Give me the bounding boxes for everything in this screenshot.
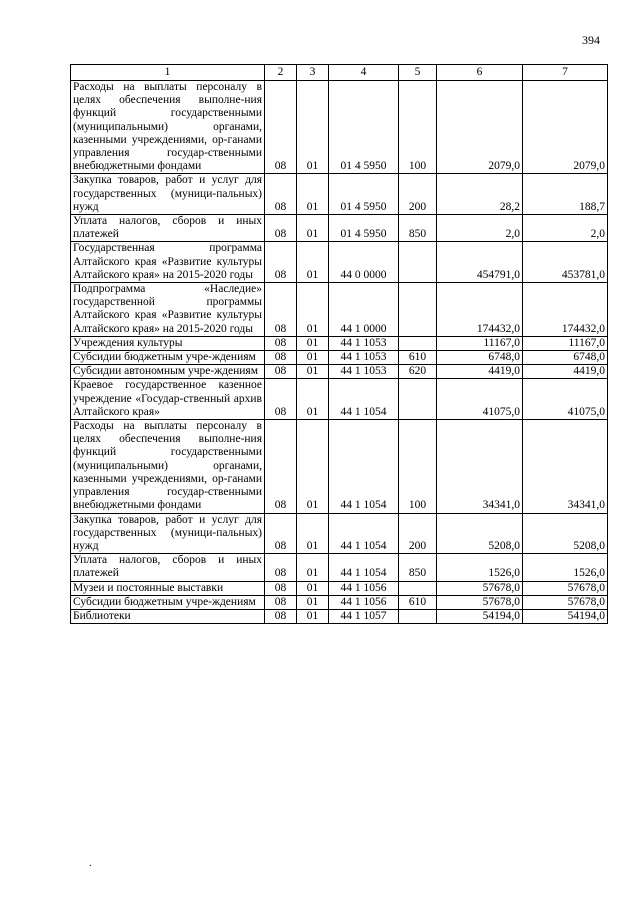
- header-cell-1: 1: [71, 65, 265, 81]
- table-row: [71, 420, 608, 513]
- row-value-col7: 34341,0: [523, 420, 608, 513]
- row-csr: 44 1 1056: [329, 595, 399, 609]
- row-name: Расходы на выплаты персоналу в целях обеспечения выполне-ния функций государственными (муниципальными) органами, казенными учреждениями, ор-ганами управления государ-ственными внебюджетными фондами: [71, 81, 265, 174]
- table-row: [71, 81, 608, 174]
- row-vr: [399, 336, 437, 350]
- row-vr: 100: [399, 81, 437, 174]
- row-rz: 08: [265, 81, 297, 174]
- header-row: [71, 65, 608, 81]
- row-pr: 01: [297, 513, 329, 554]
- row-vr: 850: [399, 554, 437, 581]
- row-name: Закупка товаров, работ и услуг для государственных (муници-пальных) нужд: [71, 513, 265, 554]
- row-csr: 01 4 5950: [329, 174, 399, 215]
- row-value-col7: 188,7: [523, 174, 608, 215]
- row-csr: 01 4 5950: [329, 81, 399, 174]
- header-cell-7: 7: [523, 65, 608, 81]
- row-vr: [399, 283, 437, 337]
- row-rz: 08: [265, 609, 297, 623]
- row-name: Уплата налогов, сборов и иных платежей: [71, 215, 265, 242]
- row-value-col7: 5208,0: [523, 513, 608, 554]
- table-row: [71, 513, 608, 554]
- row-name: Субсидии автономным учре-ждениям: [71, 365, 265, 379]
- row-rz: 08: [265, 336, 297, 350]
- row-value-col6: 6748,0: [437, 351, 523, 365]
- row-pr: 01: [297, 215, 329, 242]
- row-vr: 200: [399, 513, 437, 554]
- row-csr: 01 4 5950: [329, 215, 399, 242]
- row-vr: [399, 609, 437, 623]
- row-pr: 01: [297, 174, 329, 215]
- row-vr: 200: [399, 174, 437, 215]
- row-value-col7: 453781,0: [523, 242, 608, 283]
- row-value-col6: 2,0: [437, 215, 523, 242]
- row-pr: 01: [297, 81, 329, 174]
- row-rz: 08: [265, 554, 297, 581]
- row-name: Музеи и постоянные выставки: [71, 581, 265, 595]
- row-name: Государственная программа Алтайского края «Развитие культуры Алтайского края» на 2015-2020 годы: [71, 242, 265, 283]
- row-value-col7: 54194,0: [523, 609, 608, 623]
- row-value-col7: 57678,0: [523, 581, 608, 595]
- row-csr: 44 1 1054: [329, 554, 399, 581]
- row-name: Закупка товаров, работ и услуг для государственных (муници-пальных) нужд: [71, 174, 265, 215]
- row-vr: 620: [399, 365, 437, 379]
- row-pr: 01: [297, 379, 329, 420]
- row-rz: 08: [265, 513, 297, 554]
- page-number: 394: [582, 33, 600, 47]
- header-cell-3: 3: [297, 65, 329, 81]
- row-value-col6: 54194,0: [437, 609, 523, 623]
- row-pr: 01: [297, 554, 329, 581]
- row-value-col6: 34341,0: [437, 420, 523, 513]
- row-csr: 44 1 1053: [329, 336, 399, 350]
- row-vr: 610: [399, 351, 437, 365]
- row-value-col6: 1526,0: [437, 554, 523, 581]
- row-name: Учреждения культуры: [71, 336, 265, 350]
- row-rz: 08: [265, 215, 297, 242]
- row-value-col7: 6748,0: [523, 351, 608, 365]
- table-row: [71, 283, 608, 337]
- row-name: Подпрограмма «Наследие» государственной программы Алтайского края «Развитие культуры Алтайского края» на 2015-2020 годы: [71, 283, 265, 337]
- row-vr: [399, 242, 437, 283]
- row-csr: 44 1 1054: [329, 513, 399, 554]
- row-value-col7: 4419,0: [523, 365, 608, 379]
- table-row: [71, 351, 608, 365]
- row-rz: 08: [265, 283, 297, 337]
- row-name: Расходы на выплаты персоналу в целях обеспечения выполне-ния функций государственными (муниципальными) органами, казенными учреждениями, ор-ганами управления государ-ственными внебюджетными фондами: [71, 420, 265, 513]
- row-pr: 01: [297, 283, 329, 337]
- row-value-col6: 11167,0: [437, 336, 523, 350]
- row-pr: 01: [297, 581, 329, 595]
- row-vr: [399, 379, 437, 420]
- row-value-col7: 57678,0: [523, 595, 608, 609]
- row-value-col7: 1526,0: [523, 554, 608, 581]
- row-csr: 44 1 1053: [329, 365, 399, 379]
- row-rz: 08: [265, 351, 297, 365]
- row-pr: 01: [297, 609, 329, 623]
- row-value-col6: 4419,0: [437, 365, 523, 379]
- table-row: [71, 215, 608, 242]
- row-rz: 08: [265, 581, 297, 595]
- row-name: Библиотеки: [71, 609, 265, 623]
- table-row: [71, 379, 608, 420]
- header-cell-4: 4: [329, 65, 399, 81]
- row-csr: 44 1 0000: [329, 283, 399, 337]
- row-rz: 08: [265, 379, 297, 420]
- row-value-col6: 57678,0: [437, 595, 523, 609]
- row-rz: 08: [265, 242, 297, 283]
- row-name: Уплата налогов, сборов и иных платежей: [71, 554, 265, 581]
- row-pr: 01: [297, 336, 329, 350]
- table-row: [71, 336, 608, 350]
- row-value-col7: 11167,0: [523, 336, 608, 350]
- row-value-col6: 28,2: [437, 174, 523, 215]
- row-csr: 44 1 1054: [329, 420, 399, 513]
- row-value-col6: 41075,0: [437, 379, 523, 420]
- row-csr: 44 1 1057: [329, 609, 399, 623]
- table-row: [71, 609, 608, 623]
- row-rz: 08: [265, 174, 297, 215]
- row-vr: 610: [399, 595, 437, 609]
- table-row: [71, 242, 608, 283]
- row-name: Субсидии бюджетным учре-ждениям: [71, 351, 265, 365]
- table-row: [71, 365, 608, 379]
- row-pr: 01: [297, 242, 329, 283]
- row-value-col6: 2079,0: [437, 81, 523, 174]
- header-cell-2: 2: [265, 65, 297, 81]
- row-vr: [399, 581, 437, 595]
- row-value-col7: 2079,0: [523, 81, 608, 174]
- table-row: [71, 581, 608, 595]
- table-row: [71, 595, 608, 609]
- table-row: [71, 554, 608, 581]
- table-row: [71, 174, 608, 215]
- row-name: Краевое государственное казенное учреждение «Государ-ственный архив Алтайского края»: [71, 379, 265, 420]
- row-pr: 01: [297, 420, 329, 513]
- row-csr: 44 1 1053: [329, 351, 399, 365]
- row-vr: 850: [399, 215, 437, 242]
- budget-table: [70, 64, 608, 624]
- row-value-col6: 454791,0: [437, 242, 523, 283]
- row-rz: 08: [265, 420, 297, 513]
- row-value-col7: 174432,0: [523, 283, 608, 337]
- row-rz: 08: [265, 365, 297, 379]
- row-value-col6: 174432,0: [437, 283, 523, 337]
- row-csr: 44 0 0000: [329, 242, 399, 283]
- row-rz: 08: [265, 595, 297, 609]
- row-value-col7: 41075,0: [523, 379, 608, 420]
- row-pr: 01: [297, 365, 329, 379]
- row-value-col7: 2,0: [523, 215, 608, 242]
- row-value-col6: 57678,0: [437, 581, 523, 595]
- row-pr: 01: [297, 351, 329, 365]
- row-pr: 01: [297, 595, 329, 609]
- footer-mark: .: [89, 858, 92, 869]
- row-csr: 44 1 1054: [329, 379, 399, 420]
- row-csr: 44 1 1056: [329, 581, 399, 595]
- row-value-col6: 5208,0: [437, 513, 523, 554]
- row-name: Субсидии бюджетным учре-ждениям: [71, 595, 265, 609]
- header-cell-5: 5: [399, 65, 437, 81]
- header-cell-6: 6: [437, 65, 523, 81]
- row-vr: 100: [399, 420, 437, 513]
